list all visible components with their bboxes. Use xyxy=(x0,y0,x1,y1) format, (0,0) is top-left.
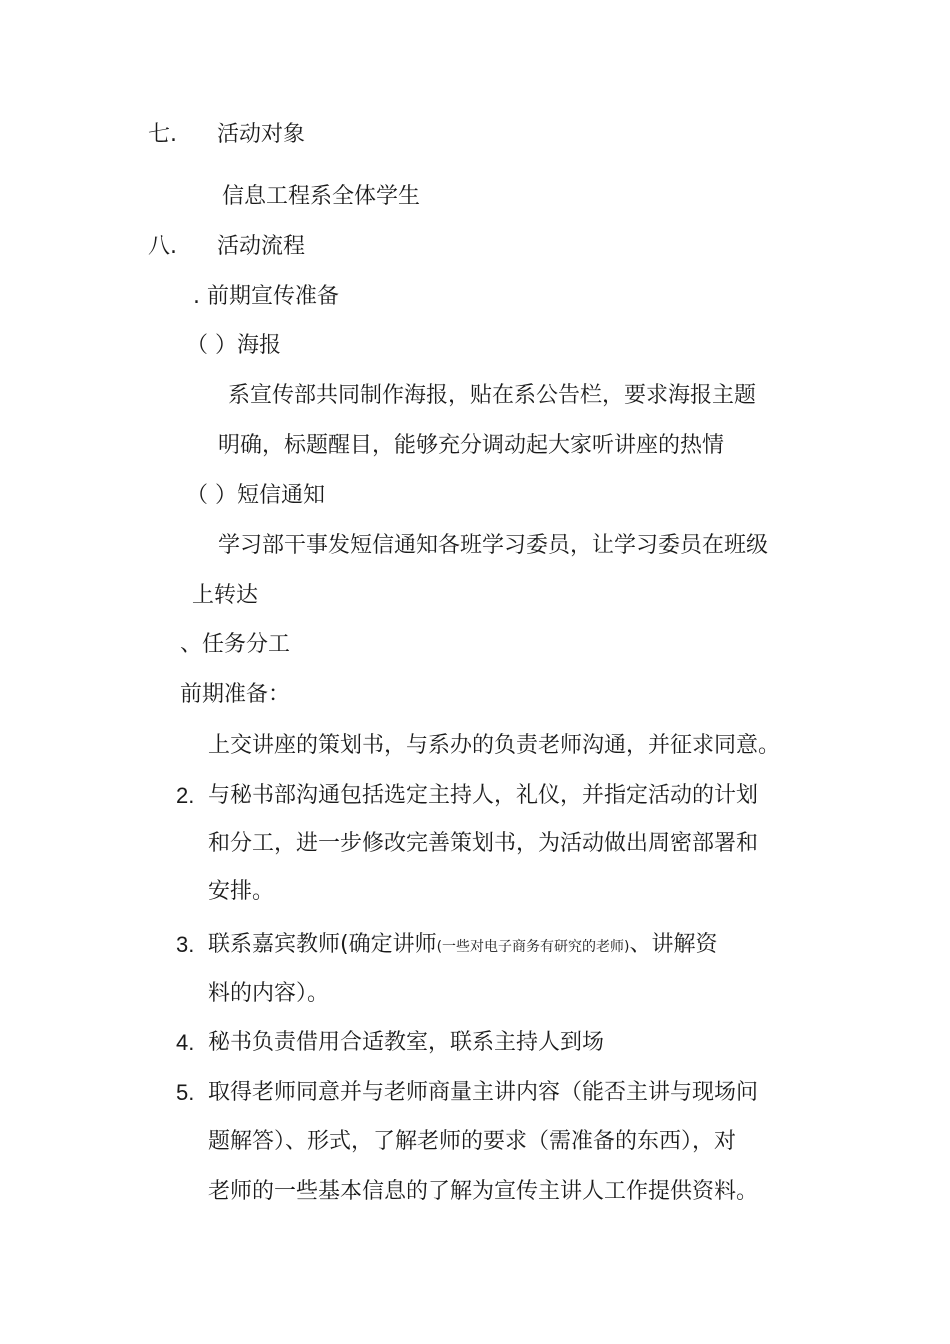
sms-body-line-1: 学习部干事发短信通知各班学习委员，让学习委员在班级 xyxy=(218,533,769,558)
task-item-2-line-1: 与秘书部沟通包括选定主持人，礼仪，并指定活动的计划 xyxy=(208,783,759,808)
poster-body-line-2: 明确，标题醒目，能够充分调动起大家听讲座的热情 xyxy=(218,433,725,458)
task-item-5-line-2: 题解答）、形式，了解老师的要求（需准备的东西），对 xyxy=(208,1129,737,1154)
task-item-3-text-b: 、讲解资 xyxy=(629,932,718,957)
section-7-heading xyxy=(148,120,305,150)
step-1-title: . 前期宣传准备 xyxy=(193,284,339,309)
task-item-2-number: 2. xyxy=(176,783,195,808)
task-item-5-line-3: 老师的一些基本信息的了解为宣传主讲人工作提供资料。 xyxy=(208,1179,759,1204)
step-2-subtitle: 前期准备： xyxy=(180,682,291,707)
task-item-5-number: 5. xyxy=(176,1080,195,1105)
poster-body-line-1: 系宣传部共同制作海报，贴在系公告栏，要求海报主题 xyxy=(228,383,757,408)
section-8-title: 活动流程 xyxy=(217,234,306,259)
task-item-4-number: 4. xyxy=(176,1030,195,1055)
task-item-3-number: 3. xyxy=(176,932,195,957)
task-item-3-line-2: 料的内容）。 xyxy=(208,981,330,1006)
task-item-3-parenthetical: (一些对电子商务有研究的老师) xyxy=(436,939,630,955)
task-item-5-line-1: 取得老师同意并与老师商量主讲内容（能否主讲与现场问 xyxy=(208,1080,759,1105)
poster-heading: （ ）海报 xyxy=(186,333,281,358)
sms-body-line-2: 上转达 xyxy=(192,583,259,608)
task-item-3-line-1 xyxy=(208,930,718,962)
step-2-title: 、任务分工 xyxy=(180,632,291,657)
task-item-1: 上交讲座的策划书，与系办的负责老师沟通，并征求同意。 xyxy=(208,733,781,758)
task-item-2-line-3: 安排。 xyxy=(208,879,275,904)
section-8-heading xyxy=(148,232,305,262)
task-item-2-line-2: 和分工，进一步修改完善策划书，为活动做出周密部署和 xyxy=(208,831,759,856)
section-8-number: 八. xyxy=(148,234,177,259)
sms-heading: （ ）短信通知 xyxy=(186,483,325,508)
section-7-body: 信息工程系全体学生 xyxy=(222,184,421,209)
task-item-4-line-1: 秘书负责借用合适教室，联系主持人到场 xyxy=(208,1030,605,1055)
section-7-title: 活动对象 xyxy=(217,122,306,147)
section-7-number: 七. xyxy=(148,122,177,147)
task-item-3-text-a: 联系嘉宾教师(确定讲师 xyxy=(208,932,437,957)
